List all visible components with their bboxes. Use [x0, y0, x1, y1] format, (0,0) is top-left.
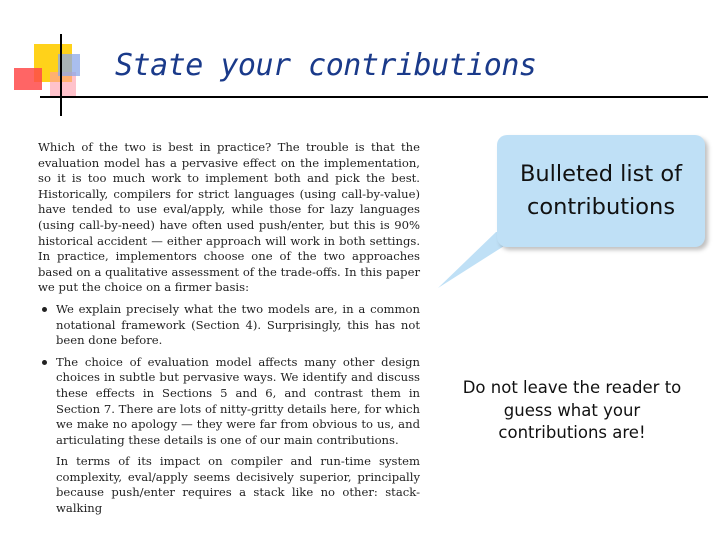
- callout-text: Bulleted list of contributions: [519, 161, 683, 220]
- contribution-item: The choice of evaluation model affects many other design choices in subtle but pervasive ways. We identify and discuss these effects in Sections 5 and 6, and contrast them in Section 7. There are lots of nitty-gritty details here, for which we make no apology — they were far from obvious to us, and articulating these details is one of our main contributions.: [56, 354, 420, 447]
- title-underline-rule: [40, 96, 708, 98]
- paper-excerpt: [38, 140, 420, 517]
- slide-title: State your contributions: [115, 48, 537, 83]
- logo-red-square: [14, 68, 42, 90]
- paper-continuation-paragraph: In terms of its impact on compiler and run-time system complexity, eval/apply seems decisively superior, principally because push/enter requires a stack like no other: stack-walking: [56, 454, 420, 516]
- logo-vertical-rule: [60, 34, 62, 116]
- contributions-list: [38, 302, 420, 448]
- paper-intro-paragraph: Which of the two is best in practice? The trouble is that the evaluation model has a pervasive effect on the implementation, so it is too much work to implement both and pick the best. Historically, compilers for strict languages (using call-by-value) have tended to use eval/apply, while those for lazy languages (using call-by-need) have often used push/enter, but this is 90% historical accident — either approach will work in both settings. In practice, implementors choose one of the two approaches based on a qualitative assessment of the trade-offs. In this paper we put the choice on a firmer basis:: [38, 140, 420, 295]
- advice-note: Do not leave the reader to guess what your contributions are!: [462, 378, 682, 442]
- callout-bubble: [497, 135, 705, 247]
- contribution-item: We explain precisely what the two models are, in a common notational framework (Section 4). Surprisingly, this has not been done before.: [56, 301, 420, 348]
